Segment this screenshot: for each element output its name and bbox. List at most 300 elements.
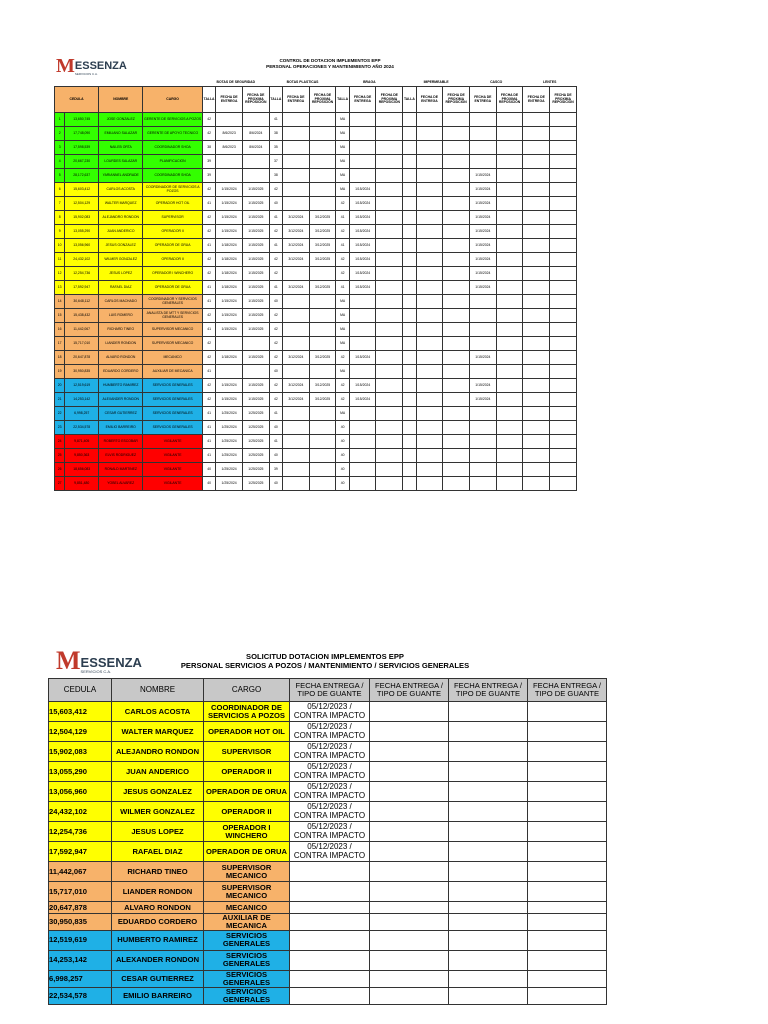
casco-reposicion xyxy=(496,127,523,141)
lentes-entrega xyxy=(523,183,550,197)
top-title-line2: PERSONAL OPERACIONES Y MANTENIMIENTO AÑO 2024 xyxy=(266,63,394,69)
botas-seguridad-reposicion: 1/15/2025 xyxy=(242,239,269,253)
botas-plasticas-reposicion xyxy=(309,477,336,491)
botas-seguridad-talla: 41 xyxy=(202,281,215,295)
fecha-guante-3 xyxy=(449,702,528,722)
braga-entrega xyxy=(349,155,376,169)
nombre-cell: ROBERTO ESCOBAR xyxy=(99,435,143,449)
nombre-cell: HUMBERTO RAMIREZ xyxy=(99,379,143,393)
botas-seguridad-reposicion: 1/15/2025 xyxy=(242,379,269,393)
casco-entrega xyxy=(469,155,496,169)
braga-entrega: 1/15/2024 xyxy=(349,281,376,295)
header-fecha-reposicion: FECHA DE PROXIMA REPOSICIÓN xyxy=(496,87,523,113)
braga-talla: MA xyxy=(336,309,349,323)
botas-plasticas-talla: 42 xyxy=(269,323,282,337)
cargo-cell: SUPERVISOR MECANICO xyxy=(143,337,203,351)
logo-sub: SERVICIOS C.A. xyxy=(80,669,112,674)
botas-seguridad-reposicion: 1/15/2025 xyxy=(242,267,269,281)
braga-reposicion xyxy=(376,155,403,169)
braga-talla: MA xyxy=(336,323,349,337)
nombre-cell: HUMBERTO RAMIREZ xyxy=(112,930,204,950)
cedula-cell: 9,851,480 xyxy=(65,477,99,491)
row-number: 11 xyxy=(55,253,65,267)
braga-entrega: 1/15/2024 xyxy=(349,225,376,239)
lentes-entrega xyxy=(523,127,550,141)
botas-seguridad-reposicion xyxy=(242,365,269,379)
row-number: 6 xyxy=(55,183,65,197)
lentes-reposicion xyxy=(550,477,577,491)
cedula-cell: 13,056,960 xyxy=(49,782,112,802)
impermeable-talla xyxy=(403,155,416,169)
nombre-cell: ALVARO RONDON xyxy=(112,902,204,914)
botas-seguridad-reposicion xyxy=(242,113,269,127)
casco-reposicion xyxy=(496,323,523,337)
botas-plasticas-reposicion xyxy=(309,463,336,477)
lentes-reposicion xyxy=(550,421,577,435)
nombre-cell: ALEXANDER RONDON xyxy=(99,393,143,407)
fecha-guante-4 xyxy=(528,970,607,987)
column-header-row xyxy=(55,87,577,113)
braga-entrega: 1/15/2024 xyxy=(349,211,376,225)
group-impermeable: IMPERMEABLE xyxy=(403,79,470,87)
table-row xyxy=(55,393,577,407)
botas-seguridad-talla: 42 xyxy=(202,337,215,351)
bottom-title-line1: SOLICITUD DOTACION IMPLEMENTOS EPP xyxy=(246,652,404,661)
cargo-cell: OPERADOR II xyxy=(204,762,290,782)
braga-talla: MA xyxy=(336,155,349,169)
impermeable-entrega xyxy=(416,295,443,309)
header-fecha-entrega: FECHA DE ENTREGA xyxy=(523,87,550,113)
casco-entrega: 1/15/2024 xyxy=(469,351,496,365)
botas-plasticas-reposicion xyxy=(309,113,336,127)
impermeable-reposicion xyxy=(443,239,470,253)
lentes-entrega xyxy=(523,197,550,211)
botas-plasticas-entrega: 3/12/2024 xyxy=(283,225,310,239)
cedula-cell: 12,504,129 xyxy=(65,197,99,211)
lentes-entrega xyxy=(523,379,550,393)
header-talla: TALLA xyxy=(269,87,282,113)
botas-seguridad-talla: 41 xyxy=(202,435,215,449)
nombre-cell: ALEJANDRO RONDON xyxy=(112,742,204,762)
nombre-cell: ALEXANDER RONDON xyxy=(112,950,204,970)
cargo-cell: OPERADOR II xyxy=(143,225,203,239)
impermeable-entrega xyxy=(416,351,443,365)
botas-seguridad-entrega xyxy=(216,337,243,351)
botas-plasticas-reposicion xyxy=(309,365,336,379)
botas-seguridad-reposicion: 1/15/2025 xyxy=(242,211,269,225)
fecha-guante-2 xyxy=(370,930,449,950)
cargo-cell: OPERADOR HOT OIL xyxy=(143,197,203,211)
casco-reposicion xyxy=(496,351,523,365)
row-number: 16 xyxy=(55,323,65,337)
botas-plasticas-reposicion xyxy=(309,155,336,169)
table-row xyxy=(55,435,577,449)
botas-plasticas-talla: 42 xyxy=(269,225,282,239)
impermeable-talla xyxy=(403,477,416,491)
impermeable-entrega xyxy=(416,393,443,407)
lentes-reposicion xyxy=(550,351,577,365)
nombre-cell: CESAR GUTIERREZ xyxy=(99,407,143,421)
braga-entrega xyxy=(349,295,376,309)
braga-entrega: 1/15/2024 xyxy=(349,267,376,281)
fecha-guante-2 xyxy=(370,742,449,762)
nombre-cell: RICHARD TINEO xyxy=(112,862,204,882)
braga-talla: 42 xyxy=(336,267,349,281)
cedula-cell: 28,172,637 xyxy=(65,169,99,183)
row-number: 2 xyxy=(55,127,65,141)
braga-reposicion xyxy=(376,127,403,141)
braga-talla: 40 xyxy=(336,477,349,491)
botas-seguridad-reposicion: 1/15/2025 xyxy=(242,281,269,295)
botas-plasticas-reposicion: 3/12/2025 xyxy=(309,379,336,393)
impermeable-talla xyxy=(403,253,416,267)
table-row xyxy=(55,225,577,239)
table-row xyxy=(55,337,577,351)
table-row xyxy=(49,822,607,842)
fecha-guante-3 xyxy=(449,722,528,742)
impermeable-reposicion xyxy=(443,421,470,435)
casco-entrega: 1/15/2024 xyxy=(469,225,496,239)
logo-mark-icon: M xyxy=(56,55,75,77)
table-row xyxy=(49,882,607,902)
lentes-reposicion xyxy=(550,169,577,183)
braga-reposicion xyxy=(376,183,403,197)
table-row xyxy=(49,862,607,882)
botas-seguridad-entrega: 1/18/2024 xyxy=(216,267,243,281)
casco-entrega: 1/15/2024 xyxy=(469,393,496,407)
cedula-cell: 15,603,412 xyxy=(49,702,112,722)
botas-plasticas-reposicion: 3/12/2025 xyxy=(309,281,336,295)
casco-entrega xyxy=(469,477,496,491)
table-row xyxy=(55,197,577,211)
header-talla: TALLA xyxy=(336,87,349,113)
nombre-cell: EDUARDO CORDERO xyxy=(112,914,204,931)
lentes-reposicion xyxy=(550,365,577,379)
botas-plasticas-reposicion xyxy=(309,421,336,435)
botas-plasticas-entrega xyxy=(283,183,310,197)
botas-seguridad-reposicion: 1/25/2025 xyxy=(242,407,269,421)
row-number: 25 xyxy=(55,449,65,463)
casco-entrega: 1/15/2024 xyxy=(469,183,496,197)
casco-entrega xyxy=(469,435,496,449)
fecha-guante-1 xyxy=(290,862,370,882)
nombre-cell: EMILIANO SALAZAR xyxy=(99,127,143,141)
impermeable-entrega xyxy=(416,365,443,379)
casco-entrega: 1/15/2024 xyxy=(469,169,496,183)
impermeable-reposicion xyxy=(443,197,470,211)
cargo-cell: OPERADOR I WINCHERO xyxy=(204,822,290,842)
braga-entrega xyxy=(349,169,376,183)
botas-plasticas-talla: 41 xyxy=(269,435,282,449)
casco-entrega xyxy=(469,323,496,337)
cargo-cell: VIGILANTE xyxy=(143,435,203,449)
nombre-cell: JESUS GONZALEZ xyxy=(112,782,204,802)
nombre-cell: LIANDER RONDON xyxy=(112,882,204,902)
botas-seguridad-talla: 39 xyxy=(202,169,215,183)
cedula-cell: 30,648,112 xyxy=(65,295,99,309)
cargo-cell: OPERADOR I WINCHERO xyxy=(143,267,203,281)
cargo-cell: OPERADOR DE GRUA xyxy=(143,281,203,295)
cedula-cell: 24,432,102 xyxy=(65,253,99,267)
cargo-cell: COORDINADOR SHOA xyxy=(143,141,203,155)
header-cargo: CARGO xyxy=(204,679,290,702)
botas-plasticas-entrega: 3/12/2024 xyxy=(283,379,310,393)
table-row xyxy=(55,323,577,337)
casco-entrega: 1/15/2024 xyxy=(469,267,496,281)
braga-entrega xyxy=(349,365,376,379)
fecha-guante-3 xyxy=(449,842,528,862)
braga-talla: MA xyxy=(336,183,349,197)
botas-plasticas-reposicion xyxy=(309,197,336,211)
table-row xyxy=(49,762,607,782)
cargo-cell: AUXILIAR DE MECANICA xyxy=(204,914,290,931)
table-row xyxy=(55,211,577,225)
braga-talla: 41 xyxy=(336,239,349,253)
braga-entrega xyxy=(349,435,376,449)
impermeable-reposicion xyxy=(443,477,470,491)
casco-reposicion xyxy=(496,463,523,477)
impermeable-entrega xyxy=(416,379,443,393)
botas-seguridad-entrega: 1/18/2024 xyxy=(216,351,243,365)
braga-reposicion xyxy=(376,211,403,225)
nombre-cell: CARLOS ACOSTA xyxy=(99,183,143,197)
braga-reposicion xyxy=(376,435,403,449)
header-fecha-entrega: FECHA DE ENTREGA xyxy=(349,87,376,113)
braga-reposicion xyxy=(376,267,403,281)
botas-plasticas-entrega: 3/12/2024 xyxy=(283,239,310,253)
impermeable-talla xyxy=(403,365,416,379)
botas-seguridad-talla: 40 xyxy=(202,477,215,491)
row-number: 12 xyxy=(55,267,65,281)
casco-reposicion xyxy=(496,379,523,393)
botas-seguridad-reposicion: 1/15/2025 xyxy=(242,225,269,239)
lentes-entrega xyxy=(523,211,550,225)
impermeable-reposicion xyxy=(443,393,470,407)
botas-seguridad-reposicion xyxy=(242,169,269,183)
casco-entrega: 1/15/2024 xyxy=(469,281,496,295)
impermeable-entrega xyxy=(416,435,443,449)
botas-seguridad-talla: 42 xyxy=(202,225,215,239)
row-number: 17 xyxy=(55,337,65,351)
impermeable-talla xyxy=(403,379,416,393)
braga-reposicion xyxy=(376,393,403,407)
nombre-cell: WALTER MARQUEZ xyxy=(99,197,143,211)
botas-plasticas-talla: 40 xyxy=(269,197,282,211)
braga-talla: MA xyxy=(336,169,349,183)
cedula-cell: 12,254,736 xyxy=(65,267,99,281)
impermeable-talla xyxy=(403,141,416,155)
fecha-guante-2 xyxy=(370,950,449,970)
braga-talla: 42 xyxy=(336,393,349,407)
cargo-cell: SERVICIOS GENERALES xyxy=(204,970,290,987)
nombre-cell: CESAR GUTIERREZ xyxy=(112,970,204,987)
table-row xyxy=(55,281,577,295)
fecha-guante-4 xyxy=(528,782,607,802)
table-row xyxy=(55,141,577,155)
casco-reposicion xyxy=(496,183,523,197)
table-row xyxy=(49,987,607,1004)
fecha-guante-3 xyxy=(449,950,528,970)
impermeable-talla xyxy=(403,295,416,309)
fecha-guante-1: 05/12/2023 / CONTRA IMPACTO xyxy=(290,722,370,742)
cargo-cell: SERVICIOS GENERALES xyxy=(204,930,290,950)
fecha-guante-4 xyxy=(528,902,607,914)
braga-entrega xyxy=(349,127,376,141)
group-header-row xyxy=(55,79,577,87)
botas-seguridad-entrega: 1/15/2024 xyxy=(216,393,243,407)
table-row xyxy=(49,902,607,914)
fecha-guante-1 xyxy=(290,950,370,970)
cedula-cell: 14,253,142 xyxy=(49,950,112,970)
cargo-cell: VIGILANTE xyxy=(143,449,203,463)
botas-seguridad-entrega: 1/15/2024 xyxy=(216,323,243,337)
lentes-entrega xyxy=(523,141,550,155)
botas-seguridad-entrega: 1/15/2024 xyxy=(216,197,243,211)
fecha-guante-1 xyxy=(290,902,370,914)
table-row xyxy=(49,802,607,822)
nombre-cell: YOBEL ALVAREZ xyxy=(99,477,143,491)
fecha-guante-1 xyxy=(290,882,370,902)
impermeable-talla xyxy=(403,281,416,295)
header-fecha-guante: FECHA ENTREGA / TIPO DE GUANTE xyxy=(528,679,607,702)
braga-reposicion xyxy=(376,295,403,309)
nombre-cell: JUAN ANDERICO xyxy=(112,762,204,782)
botas-plasticas-entrega: 3/12/2024 xyxy=(283,211,310,225)
epp-request-body xyxy=(49,702,607,1005)
botas-plasticas-reposicion xyxy=(309,295,336,309)
cedula-cell: 6,998,257 xyxy=(65,407,99,421)
braga-talla: 42 xyxy=(336,379,349,393)
botas-seguridad-reposicion: 1/15/2025 xyxy=(242,309,269,323)
botas-plasticas-talla: 42 xyxy=(269,379,282,393)
lentes-entrega xyxy=(523,351,550,365)
fecha-guante-4 xyxy=(528,914,607,931)
cedula-cell: 17,748,090 xyxy=(65,127,99,141)
header-fecha-entrega: FECHA DE ENTREGA xyxy=(283,87,310,113)
nombre-cell: CARLOS MACHADO xyxy=(99,295,143,309)
cargo-cell: SERVICIOS GENERALES xyxy=(204,987,290,1004)
lentes-entrega xyxy=(523,337,550,351)
header-fecha-guante: FECHA ENTREGA / TIPO DE GUANTE xyxy=(290,679,370,702)
impermeable-reposicion xyxy=(443,435,470,449)
fecha-guante-1 xyxy=(290,987,370,1004)
impermeable-reposicion xyxy=(443,141,470,155)
cedula-cell: 12,519,619 xyxy=(49,930,112,950)
header-cargo: CARGO xyxy=(143,87,203,113)
impermeable-reposicion xyxy=(443,281,470,295)
impermeable-reposicion xyxy=(443,379,470,393)
header-fecha-reposicion: FECHA DE PROXIMA REPOSICIÓN xyxy=(550,87,577,113)
braga-entrega: 1/15/2024 xyxy=(349,393,376,407)
header-nombre: NOMBRE xyxy=(112,679,204,702)
row-number: 7 xyxy=(55,197,65,211)
braga-reposicion xyxy=(376,337,403,351)
braga-entrega: 1/15/2024 xyxy=(349,351,376,365)
fecha-guante-2 xyxy=(370,987,449,1004)
cargo-cell: OPERADOR HOT OIL xyxy=(204,722,290,742)
botas-plasticas-entrega xyxy=(283,407,310,421)
cargo-cell: OPERADOR DE GRUA xyxy=(143,239,203,253)
impermeable-reposicion xyxy=(443,169,470,183)
botas-plasticas-talla: 40 xyxy=(269,449,282,463)
botas-plasticas-reposicion xyxy=(309,183,336,197)
epp-request-table xyxy=(48,678,607,1005)
fecha-guante-4 xyxy=(528,882,607,902)
casco-entrega xyxy=(469,421,496,435)
fecha-guante-3 xyxy=(449,782,528,802)
lentes-entrega xyxy=(523,295,550,309)
botas-plasticas-talla: 40 xyxy=(269,365,282,379)
braga-entrega xyxy=(349,407,376,421)
nombre-cell: JOSE GONZALEZ xyxy=(99,113,143,127)
botas-plasticas-entrega xyxy=(283,295,310,309)
casco-entrega xyxy=(469,127,496,141)
row-number: 26 xyxy=(55,463,65,477)
casco-reposicion xyxy=(496,421,523,435)
braga-reposicion xyxy=(376,463,403,477)
impermeable-entrega xyxy=(416,253,443,267)
impermeable-talla xyxy=(403,113,416,127)
botas-seguridad-talla: 42 xyxy=(202,253,215,267)
cargo-cell: VIGILANTE xyxy=(143,463,203,477)
botas-plasticas-talla: 41 xyxy=(269,239,282,253)
botas-seguridad-reposicion: 1/15/2025 xyxy=(242,183,269,197)
cedula-cell: 15,603,412 xyxy=(65,183,99,197)
botas-seguridad-talla: 42 xyxy=(202,113,215,127)
botas-seguridad-reposicion: 1/15/2025 xyxy=(242,197,269,211)
nombre-cell: WILMER GONZALEZ xyxy=(112,802,204,822)
braga-reposicion xyxy=(376,239,403,253)
impermeable-entrega xyxy=(416,463,443,477)
impermeable-entrega xyxy=(416,267,443,281)
braga-entrega xyxy=(349,421,376,435)
botas-seguridad-entrega: 1/25/2024 xyxy=(216,421,243,435)
casco-reposicion xyxy=(496,365,523,379)
impermeable-talla xyxy=(403,169,416,183)
botas-plasticas-reposicion xyxy=(309,127,336,141)
cargo-cell: SUPERVISOR MECANICO xyxy=(204,882,290,902)
lentes-reposicion xyxy=(550,463,577,477)
botas-seguridad-reposicion: 1/25/2025 xyxy=(242,463,269,477)
lentes-entrega xyxy=(523,449,550,463)
table-row xyxy=(55,155,577,169)
braga-entrega xyxy=(349,477,376,491)
header-fecha-entrega: FECHA DE ENTREGA xyxy=(416,87,443,113)
group-botas-seguridad: BOTAS DE SEGURIDAD xyxy=(202,79,269,87)
nombre-cell: EDUARDO CORDERO xyxy=(99,365,143,379)
fecha-guante-3 xyxy=(449,862,528,882)
cedula-cell: 20,667,230 xyxy=(65,155,99,169)
lentes-entrega xyxy=(523,477,550,491)
braga-reposicion xyxy=(376,197,403,211)
cargo-cell: ANALISTA DE MTT Y SERVICIOS GENERALES xyxy=(143,309,203,323)
braga-talla: 42 xyxy=(336,225,349,239)
impermeable-entrega xyxy=(416,225,443,239)
botas-seguridad-entrega: 1/18/2024 xyxy=(216,239,243,253)
cargo-cell: OPERADOR II xyxy=(143,253,203,267)
table-row xyxy=(55,379,577,393)
lentes-reposicion xyxy=(550,435,577,449)
header-fecha-reposicion: FECHA DE PROXIMA REPOSICIÓN xyxy=(309,87,336,113)
table-row xyxy=(49,782,607,802)
cedula-cell: 17,592,947 xyxy=(65,281,99,295)
lentes-entrega xyxy=(523,253,550,267)
braga-entrega: 1/15/2024 xyxy=(349,239,376,253)
table-row xyxy=(55,267,577,281)
fecha-guante-4 xyxy=(528,862,607,882)
row-number: 4 xyxy=(55,155,65,169)
casco-entrega: 1/15/2024 xyxy=(469,239,496,253)
